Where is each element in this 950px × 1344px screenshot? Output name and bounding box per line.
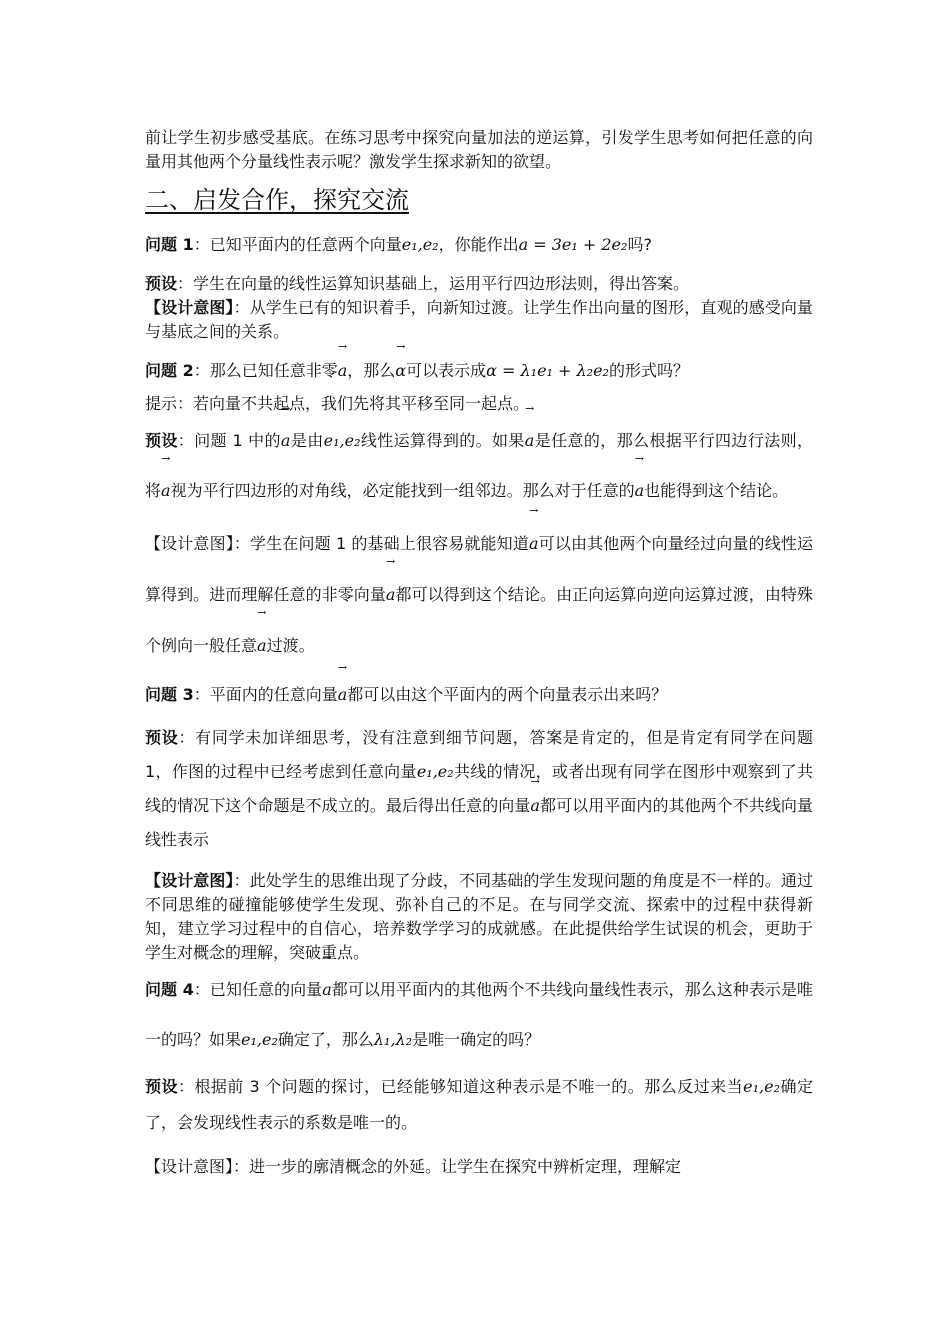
vector-e1-e2: e₁,e₂ [323,431,361,450]
vector-a: → a [386,569,396,620]
question-4-design-text: ：进一步的廓清概念的外延。让学生在探究中辨析定理，理解定 [233,1157,682,1176]
vector-e1-e2: e₁,e₂ [401,235,439,254]
question-2-design-text-b: 可以由其他两个向量经过向量的线性运算得到。进而理解任意的非零向量 [145,534,813,604]
question-1-design [145,296,813,344]
vector-a: → a [635,466,645,516]
design-label: 【设计意图】 [145,534,234,553]
question-1-design-text: ：从学生已有的知识着手，向新知过渡。让学生作出向量的图形，直观的感受向量与基底之间的关系。 [145,298,813,341]
design-label: 【设计意图】 [145,298,234,317]
question-3-text-b: 都可以由这个平面内的两个向量表示出来吗？ [347,685,668,704]
vector-alpha: → α [395,354,406,388]
question-1-text-a: ：已知平面内的任意两个向量 [193,235,402,254]
vector-a: → a [529,518,539,569]
question-4-text-c: 确定了，那么 [277,1030,374,1049]
question-4-text-a: ：已知任意的向量 [193,980,323,999]
question-3-preset [145,721,813,857]
question-2-design-text-a: ：学生在问题 1 的基础上很容易就能知道 [233,534,529,553]
question-3-label: 问题 3 [145,685,194,704]
preset-label: 预设 [145,431,178,450]
question-2-design-text-c: 都可以得到这个结论。由正向运算向逆向运算过渡，由特殊个例向一般任意 [145,585,813,655]
preset-label: 预设 [145,274,178,293]
design-label: 【设计意图】 [145,1157,234,1176]
vector-a: → a [338,675,348,715]
question-4-text-d: 是唯一确定的吗？ [412,1030,541,1049]
vector-e1-e2: e₁,e₂ [416,762,454,781]
question-2-label: 问题 2 [145,361,194,380]
question-2-hint: 提示：若向量不共起点，我们先将其平移至同一起点。 [145,394,530,413]
question-2-text-c: 可以表示成 [406,361,487,380]
document-page [145,126,813,1179]
question-1-preset-text: ：学生在向量的线性运算知识基础上，运用平行四边形法则，得出答案。 [177,274,690,293]
question-3 [145,675,813,715]
vector-a: → a [530,789,540,823]
lambda-1-2: λ₁,λ₂ [373,1030,413,1049]
question-4-text-b: 都可以用平面内的其他两个不共线向量线性表示，那么这种表示是唯一的吗？如果 [145,980,813,1049]
question-2-preset-text-a: ：问题 1 中的 [177,431,281,450]
vector-a-expression: a = 3e₁ + 2e₂ [518,235,628,254]
question-4-label: 问题 4 [145,980,194,999]
vector-a: → a [338,354,348,388]
vector-e1-e2: e₁,e₂ [743,1077,781,1096]
question-2-preset-text-b: 是由 [290,431,324,450]
question-1-text-b: ，你能作出 [438,235,519,254]
question-2 [145,354,813,388]
question-4-preset-text-b: 确定了，会发现线性表示的系数是唯一的。 [145,1077,813,1132]
question-4-design [145,1155,813,1179]
question-2-text-b: ，那么 [347,361,396,380]
vector-a: → a [161,466,171,516]
intro-paragraph: 前让学生初步感受基底。在练习思考中探究向量加法的逆运算，引发学生思考如何把任意的向量用其他两个分量线性表示呢？激发学生探求新知的欲望。 [145,128,813,171]
question-3-text-a: ：平面内的任意向量 [193,685,338,704]
section-heading: 二、启发合作，探究交流 [145,186,409,214]
question-3-preset-text-b: 共线的情况，或者出现有同学在图形中观察到了共线的情况下这个命题是不成立的。最后得出任意的向量 [145,762,813,815]
vector-a: → a [322,965,332,1015]
question-2-preset-text-f: 也能得到这个结论。 [644,481,789,500]
question-2-preset-text-c: 线性运算得到的。如果 [360,431,525,450]
vector-alpha-expression: α = λ₁e₁ + λ₂e₂ [486,361,609,380]
design-label: 【设计意图】 [145,871,234,890]
question-3-design-text: ：此处学生的思维出现了分歧，不同基础的学生发现问题的角度是不一样的。通过不同思维的碰撞能够使学生发现、弥补自己的不足。在与同学交流、探索中的过程中获得新知，建立学习过程中的自信心，培养数学学习的成就感。在此提供给学生试误的机会，更助于学生对概念的理解，突破重点。 [145,871,813,962]
question-3-preset-text-a: ：有同学未加详细思考，没有注意到细节问题，答案是肯定的，但是肯定有同学在问题 1，作图的过程中已经考虑到任意向量 [145,728,813,781]
question-1 [145,228,813,262]
question-4 [145,965,813,1065]
question-2-design [145,518,813,671]
question-3-design [145,869,813,965]
question-3-preset-text-c: 都可以用平面内的其他两个不共线向量线性表示 [145,796,813,849]
question-1-text-c: 吗? [627,235,652,254]
question-2-design-text-d: 过渡。 [266,636,315,655]
question-2-preset-text-e: 视为平行四边形的对角线，必定能找到一组邻边。那么对于任意的 [170,481,635,500]
preset-label: 预设 [145,1077,178,1096]
vector-a: → a [257,620,267,671]
question-2-preset-text-d: 是任意的，那么根据平行四边行法则，将 [145,431,813,500]
vector-e1-e2: e₁,e₂ [241,1030,278,1049]
preset-label: 预设 [145,728,179,747]
question-4-preset-text-a: ：根据前 3 个问题的探讨，已经能够知道这种表示是不唯一的。那么反过来当 [177,1077,744,1096]
vector-a: → a [281,416,291,466]
question-1-label: 问题 1 [145,235,194,254]
question-2-text-d: 的形式吗？ [608,361,689,380]
question-1-preset [145,272,813,296]
question-2-preset [145,416,813,516]
question-2-text-a: ：那么已知任意非零 [193,361,338,380]
question-4-preset [145,1069,813,1141]
vector-a: → a [525,416,535,466]
